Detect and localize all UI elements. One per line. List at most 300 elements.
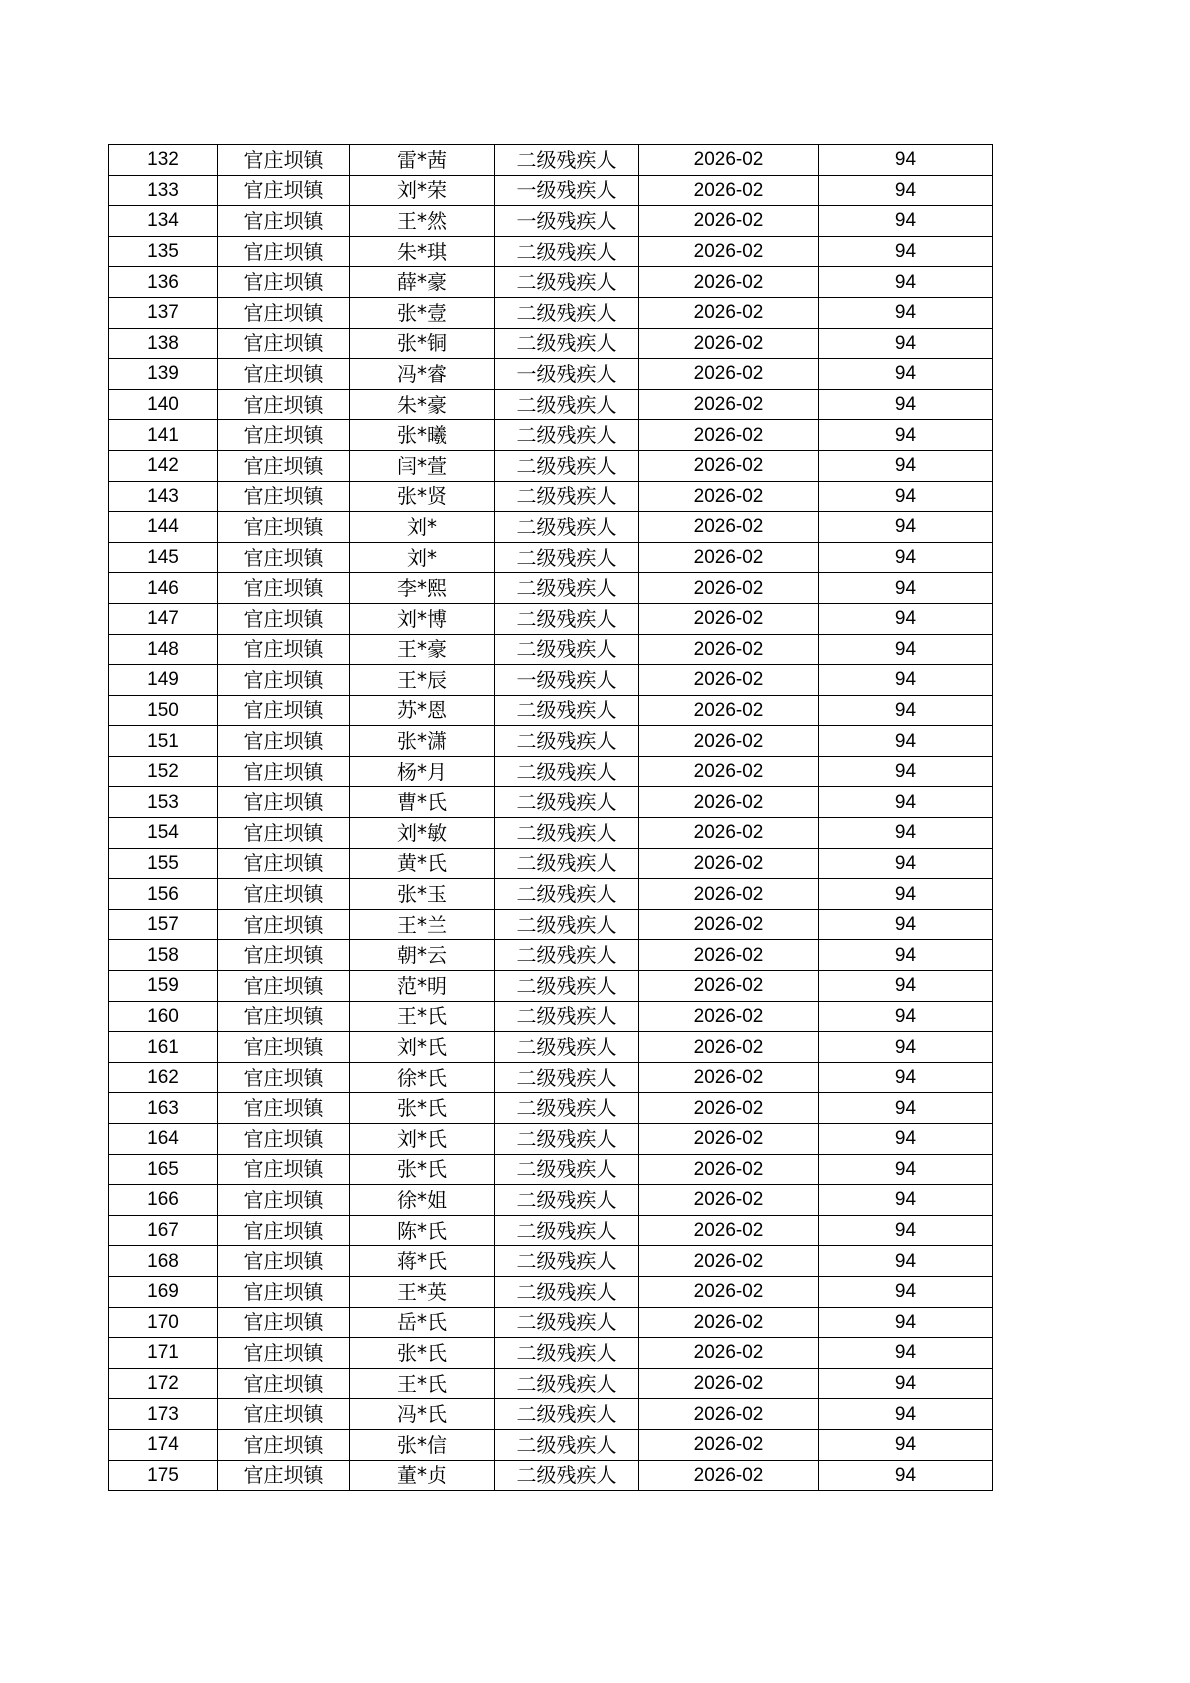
serial-number-cell: 158 — [109, 940, 218, 971]
payment-month-cell: 2026-02 — [639, 297, 819, 328]
person-name-cell: 冯*氏 — [350, 1399, 495, 1430]
town-cell: 官庄坝镇 — [218, 909, 350, 940]
subsidy-table — [108, 144, 993, 1491]
table-row — [109, 1154, 993, 1185]
payment-month-cell: 2026-02 — [639, 1001, 819, 1032]
serial-number-cell: 144 — [109, 512, 218, 543]
payment-month-cell: 2026-02 — [639, 359, 819, 390]
table-row — [109, 818, 993, 849]
town-cell: 官庄坝镇 — [218, 787, 350, 818]
disability-level-cell: 二级残疾人 — [495, 420, 639, 451]
town-cell: 官庄坝镇 — [218, 1399, 350, 1430]
person-name-cell: 刘*荣 — [350, 175, 495, 206]
table-row — [109, 787, 993, 818]
serial-number-cell: 152 — [109, 756, 218, 787]
table-row — [109, 1368, 993, 1399]
subsidy-table-body — [109, 145, 993, 1491]
disability-level-cell: 二级残疾人 — [495, 1460, 639, 1491]
disability-level-cell: 一级残疾人 — [495, 206, 639, 237]
serial-number-cell: 167 — [109, 1215, 218, 1246]
table-row — [109, 971, 993, 1002]
amount-cell: 94 — [819, 603, 993, 634]
payment-month-cell: 2026-02 — [639, 420, 819, 451]
payment-month-cell: 2026-02 — [639, 1399, 819, 1430]
table-row — [109, 1215, 993, 1246]
disability-level-cell: 二级残疾人 — [495, 1032, 639, 1063]
disability-level-cell: 二级残疾人 — [495, 297, 639, 328]
table-row — [109, 1032, 993, 1063]
serial-number-cell: 159 — [109, 971, 218, 1002]
town-cell: 官庄坝镇 — [218, 1154, 350, 1185]
disability-level-cell: 二级残疾人 — [495, 1001, 639, 1032]
payment-month-cell: 2026-02 — [639, 603, 819, 634]
table-row — [109, 297, 993, 328]
person-name-cell: 张*潇 — [350, 726, 495, 757]
payment-month-cell: 2026-02 — [639, 542, 819, 573]
amount-cell: 94 — [819, 1124, 993, 1155]
payment-month-cell: 2026-02 — [639, 971, 819, 1002]
disability-level-cell: 二级残疾人 — [495, 971, 639, 1002]
serial-number-cell: 139 — [109, 359, 218, 390]
amount-cell: 94 — [819, 726, 993, 757]
table-row — [109, 175, 993, 206]
disability-level-cell: 二级残疾人 — [495, 1124, 639, 1155]
town-cell: 官庄坝镇 — [218, 603, 350, 634]
town-cell: 官庄坝镇 — [218, 665, 350, 696]
serial-number-cell: 145 — [109, 542, 218, 573]
person-name-cell: 张*壹 — [350, 297, 495, 328]
person-name-cell: 张*玉 — [350, 879, 495, 910]
serial-number-cell: 165 — [109, 1154, 218, 1185]
table-row — [109, 145, 993, 176]
table-row — [109, 481, 993, 512]
town-cell: 官庄坝镇 — [218, 971, 350, 1002]
amount-cell: 94 — [819, 848, 993, 879]
payment-month-cell: 2026-02 — [639, 236, 819, 267]
payment-month-cell: 2026-02 — [639, 389, 819, 420]
serial-number-cell: 156 — [109, 879, 218, 910]
amount-cell: 94 — [819, 818, 993, 849]
disability-level-cell: 二级残疾人 — [495, 1154, 639, 1185]
table-row — [109, 573, 993, 604]
payment-month-cell: 2026-02 — [639, 206, 819, 237]
amount-cell: 94 — [819, 542, 993, 573]
table-row — [109, 1062, 993, 1093]
amount-cell: 94 — [819, 665, 993, 696]
person-name-cell: 王*英 — [350, 1276, 495, 1307]
person-name-cell: 张*氏 — [350, 1154, 495, 1185]
person-name-cell: 刘*敏 — [350, 818, 495, 849]
payment-month-cell: 2026-02 — [639, 787, 819, 818]
serial-number-cell: 166 — [109, 1185, 218, 1216]
town-cell: 官庄坝镇 — [218, 756, 350, 787]
amount-cell: 94 — [819, 940, 993, 971]
serial-number-cell: 171 — [109, 1338, 218, 1369]
person-name-cell: 陈*氏 — [350, 1215, 495, 1246]
amount-cell: 94 — [819, 450, 993, 481]
table-row — [109, 1246, 993, 1277]
person-name-cell: 刘*博 — [350, 603, 495, 634]
disability-level-cell: 二级残疾人 — [495, 634, 639, 665]
town-cell: 官庄坝镇 — [218, 695, 350, 726]
table-row — [109, 726, 993, 757]
town-cell: 官庄坝镇 — [218, 481, 350, 512]
disability-level-cell: 二级残疾人 — [495, 1338, 639, 1369]
person-name-cell: 张*贤 — [350, 481, 495, 512]
amount-cell: 94 — [819, 1093, 993, 1124]
payment-month-cell: 2026-02 — [639, 267, 819, 298]
amount-cell: 94 — [819, 1185, 993, 1216]
town-cell: 官庄坝镇 — [218, 1001, 350, 1032]
table-row — [109, 1399, 993, 1430]
person-name-cell: 朱*琪 — [350, 236, 495, 267]
person-name-cell: 张*氏 — [350, 1338, 495, 1369]
person-name-cell: 王*然 — [350, 206, 495, 237]
town-cell: 官庄坝镇 — [218, 389, 350, 420]
serial-number-cell: 140 — [109, 389, 218, 420]
town-cell: 官庄坝镇 — [218, 359, 350, 390]
person-name-cell: 王*氏 — [350, 1368, 495, 1399]
disability-level-cell: 二级残疾人 — [495, 726, 639, 757]
disability-level-cell: 二级残疾人 — [495, 481, 639, 512]
person-name-cell: 刘* — [350, 512, 495, 543]
amount-cell: 94 — [819, 787, 993, 818]
payment-month-cell: 2026-02 — [639, 634, 819, 665]
serial-number-cell: 141 — [109, 420, 218, 451]
table-row — [109, 1307, 993, 1338]
person-name-cell: 苏*恩 — [350, 695, 495, 726]
town-cell: 官庄坝镇 — [218, 879, 350, 910]
town-cell: 官庄坝镇 — [218, 1032, 350, 1063]
person-name-cell: 张*曦 — [350, 420, 495, 451]
table-row — [109, 848, 993, 879]
serial-number-cell: 142 — [109, 450, 218, 481]
town-cell: 官庄坝镇 — [218, 573, 350, 604]
town-cell: 官庄坝镇 — [218, 420, 350, 451]
person-name-cell: 刘* — [350, 542, 495, 573]
amount-cell: 94 — [819, 1215, 993, 1246]
person-name-cell: 王*辰 — [350, 665, 495, 696]
payment-month-cell: 2026-02 — [639, 1185, 819, 1216]
table-row — [109, 542, 993, 573]
payment-month-cell: 2026-02 — [639, 940, 819, 971]
serial-number-cell: 173 — [109, 1399, 218, 1430]
table-row — [109, 267, 993, 298]
person-name-cell: 张*氏 — [350, 1093, 495, 1124]
town-cell: 官庄坝镇 — [218, 145, 350, 176]
town-cell: 官庄坝镇 — [218, 1062, 350, 1093]
serial-number-cell: 164 — [109, 1124, 218, 1155]
town-cell: 官庄坝镇 — [218, 1429, 350, 1460]
disability-level-cell: 二级残疾人 — [495, 603, 639, 634]
payment-month-cell: 2026-02 — [639, 1093, 819, 1124]
serial-number-cell: 149 — [109, 665, 218, 696]
disability-level-cell: 二级残疾人 — [495, 756, 639, 787]
amount-cell: 94 — [819, 1154, 993, 1185]
disability-level-cell: 二级残疾人 — [495, 1185, 639, 1216]
serial-number-cell: 136 — [109, 267, 218, 298]
payment-month-cell: 2026-02 — [639, 573, 819, 604]
disability-level-cell: 二级残疾人 — [495, 1429, 639, 1460]
town-cell: 官庄坝镇 — [218, 512, 350, 543]
payment-month-cell: 2026-02 — [639, 909, 819, 940]
disability-level-cell: 二级残疾人 — [495, 1062, 639, 1093]
amount-cell: 94 — [819, 1399, 993, 1430]
amount-cell: 94 — [819, 389, 993, 420]
person-name-cell: 王*兰 — [350, 909, 495, 940]
amount-cell: 94 — [819, 573, 993, 604]
table-row — [109, 756, 993, 787]
payment-month-cell: 2026-02 — [639, 1338, 819, 1369]
person-name-cell: 薛*豪 — [350, 267, 495, 298]
payment-month-cell: 2026-02 — [639, 1124, 819, 1155]
person-name-cell: 朝*云 — [350, 940, 495, 971]
person-name-cell: 蒋*氏 — [350, 1246, 495, 1277]
payment-month-cell: 2026-02 — [639, 665, 819, 696]
table-row — [109, 1001, 993, 1032]
disability-level-cell: 二级残疾人 — [495, 1093, 639, 1124]
serial-number-cell: 147 — [109, 603, 218, 634]
amount-cell: 94 — [819, 1246, 993, 1277]
payment-month-cell: 2026-02 — [639, 1062, 819, 1093]
payment-month-cell: 2026-02 — [639, 1307, 819, 1338]
person-name-cell: 杨*月 — [350, 756, 495, 787]
disability-level-cell: 二级残疾人 — [495, 145, 639, 176]
town-cell: 官庄坝镇 — [218, 634, 350, 665]
table-row — [109, 695, 993, 726]
town-cell: 官庄坝镇 — [218, 726, 350, 757]
disability-level-cell: 二级残疾人 — [495, 879, 639, 910]
person-name-cell: 王*豪 — [350, 634, 495, 665]
person-name-cell: 范*明 — [350, 971, 495, 1002]
disability-level-cell: 二级残疾人 — [495, 573, 639, 604]
amount-cell: 94 — [819, 206, 993, 237]
disability-level-cell: 一级残疾人 — [495, 175, 639, 206]
serial-number-cell: 138 — [109, 328, 218, 359]
serial-number-cell: 148 — [109, 634, 218, 665]
table-row — [109, 1124, 993, 1155]
table-row — [109, 389, 993, 420]
table-row — [109, 1429, 993, 1460]
payment-month-cell: 2026-02 — [639, 1215, 819, 1246]
person-name-cell: 曹*氏 — [350, 787, 495, 818]
amount-cell: 94 — [819, 634, 993, 665]
serial-number-cell: 172 — [109, 1368, 218, 1399]
amount-cell: 94 — [819, 236, 993, 267]
payment-month-cell: 2026-02 — [639, 695, 819, 726]
person-name-cell: 刘*氏 — [350, 1124, 495, 1155]
serial-number-cell: 160 — [109, 1001, 218, 1032]
disability-level-cell: 二级残疾人 — [495, 389, 639, 420]
serial-number-cell: 143 — [109, 481, 218, 512]
amount-cell: 94 — [819, 1062, 993, 1093]
amount-cell: 94 — [819, 1460, 993, 1491]
table-row — [109, 603, 993, 634]
amount-cell: 94 — [819, 297, 993, 328]
person-name-cell: 徐*氏 — [350, 1062, 495, 1093]
table-row — [109, 1276, 993, 1307]
town-cell: 官庄坝镇 — [218, 328, 350, 359]
town-cell: 官庄坝镇 — [218, 1276, 350, 1307]
disability-level-cell: 二级残疾人 — [495, 695, 639, 726]
payment-month-cell: 2026-02 — [639, 328, 819, 359]
table-row — [109, 450, 993, 481]
person-name-cell: 冯*睿 — [350, 359, 495, 390]
town-cell: 官庄坝镇 — [218, 1307, 350, 1338]
disability-level-cell: 二级残疾人 — [495, 1368, 639, 1399]
town-cell: 官庄坝镇 — [218, 450, 350, 481]
payment-month-cell: 2026-02 — [639, 450, 819, 481]
town-cell: 官庄坝镇 — [218, 206, 350, 237]
amount-cell: 94 — [819, 145, 993, 176]
disability-level-cell: 二级残疾人 — [495, 1399, 639, 1430]
amount-cell: 94 — [819, 909, 993, 940]
table-row — [109, 206, 993, 237]
payment-month-cell: 2026-02 — [639, 818, 819, 849]
serial-number-cell: 174 — [109, 1429, 218, 1460]
payment-month-cell: 2026-02 — [639, 1154, 819, 1185]
person-name-cell: 闫*萱 — [350, 450, 495, 481]
serial-number-cell: 151 — [109, 726, 218, 757]
amount-cell: 94 — [819, 1368, 993, 1399]
payment-month-cell: 2026-02 — [639, 879, 819, 910]
amount-cell: 94 — [819, 481, 993, 512]
serial-number-cell: 169 — [109, 1276, 218, 1307]
amount-cell: 94 — [819, 512, 993, 543]
town-cell: 官庄坝镇 — [218, 236, 350, 267]
disability-level-cell: 一级残疾人 — [495, 359, 639, 390]
town-cell: 官庄坝镇 — [218, 1185, 350, 1216]
amount-cell: 94 — [819, 1276, 993, 1307]
town-cell: 官庄坝镇 — [218, 818, 350, 849]
disability-level-cell: 二级残疾人 — [495, 848, 639, 879]
person-name-cell: 雷*茜 — [350, 145, 495, 176]
table-row — [109, 236, 993, 267]
payment-month-cell: 2026-02 — [639, 145, 819, 176]
payment-month-cell: 2026-02 — [639, 481, 819, 512]
town-cell: 官庄坝镇 — [218, 175, 350, 206]
town-cell: 官庄坝镇 — [218, 267, 350, 298]
table-row — [109, 940, 993, 971]
payment-month-cell: 2026-02 — [639, 1276, 819, 1307]
serial-number-cell: 150 — [109, 695, 218, 726]
disability-level-cell: 二级残疾人 — [495, 787, 639, 818]
table-row — [109, 1185, 993, 1216]
person-name-cell: 董*贞 — [350, 1460, 495, 1491]
town-cell: 官庄坝镇 — [218, 297, 350, 328]
serial-number-cell: 154 — [109, 818, 218, 849]
disability-level-cell: 二级残疾人 — [495, 940, 639, 971]
serial-number-cell: 168 — [109, 1246, 218, 1277]
person-name-cell: 刘*氏 — [350, 1032, 495, 1063]
person-name-cell: 徐*姐 — [350, 1185, 495, 1216]
amount-cell: 94 — [819, 328, 993, 359]
payment-month-cell: 2026-02 — [639, 848, 819, 879]
table-row — [109, 1460, 993, 1491]
table-row — [109, 1093, 993, 1124]
amount-cell: 94 — [819, 695, 993, 726]
payment-month-cell: 2026-02 — [639, 726, 819, 757]
payment-month-cell: 2026-02 — [639, 1032, 819, 1063]
payment-month-cell: 2026-02 — [639, 1368, 819, 1399]
serial-number-cell: 135 — [109, 236, 218, 267]
serial-number-cell: 133 — [109, 175, 218, 206]
person-name-cell: 朱*豪 — [350, 389, 495, 420]
amount-cell: 94 — [819, 1001, 993, 1032]
serial-number-cell: 161 — [109, 1032, 218, 1063]
serial-number-cell: 175 — [109, 1460, 218, 1491]
payment-month-cell: 2026-02 — [639, 1246, 819, 1277]
serial-number-cell: 163 — [109, 1093, 218, 1124]
payment-month-cell: 2026-02 — [639, 175, 819, 206]
town-cell: 官庄坝镇 — [218, 1124, 350, 1155]
town-cell: 官庄坝镇 — [218, 848, 350, 879]
table-row — [109, 1338, 993, 1369]
amount-cell: 94 — [819, 756, 993, 787]
disability-level-cell: 一级残疾人 — [495, 665, 639, 696]
table-row — [109, 328, 993, 359]
disability-level-cell: 二级残疾人 — [495, 1215, 639, 1246]
amount-cell: 94 — [819, 267, 993, 298]
town-cell: 官庄坝镇 — [218, 940, 350, 971]
town-cell: 官庄坝镇 — [218, 1215, 350, 1246]
disability-level-cell: 二级残疾人 — [495, 542, 639, 573]
person-name-cell: 黄*氏 — [350, 848, 495, 879]
serial-number-cell: 157 — [109, 909, 218, 940]
table-row — [109, 359, 993, 390]
person-name-cell: 岳*氏 — [350, 1307, 495, 1338]
table-row — [109, 879, 993, 910]
payment-month-cell: 2026-02 — [639, 756, 819, 787]
serial-number-cell: 134 — [109, 206, 218, 237]
town-cell: 官庄坝镇 — [218, 1368, 350, 1399]
disability-level-cell: 二级残疾人 — [495, 267, 639, 298]
disability-level-cell: 二级残疾人 — [495, 1276, 639, 1307]
person-name-cell: 王*氏 — [350, 1001, 495, 1032]
town-cell: 官庄坝镇 — [218, 1338, 350, 1369]
serial-number-cell: 155 — [109, 848, 218, 879]
table-row — [109, 420, 993, 451]
serial-number-cell: 162 — [109, 1062, 218, 1093]
amount-cell: 94 — [819, 420, 993, 451]
person-name-cell: 张*铜 — [350, 328, 495, 359]
disability-level-cell: 二级残疾人 — [495, 818, 639, 849]
town-cell: 官庄坝镇 — [218, 1460, 350, 1491]
town-cell: 官庄坝镇 — [218, 1246, 350, 1277]
table-row — [109, 909, 993, 940]
serial-number-cell: 137 — [109, 297, 218, 328]
disability-level-cell: 二级残疾人 — [495, 450, 639, 481]
serial-number-cell: 132 — [109, 145, 218, 176]
disability-level-cell: 二级残疾人 — [495, 1307, 639, 1338]
disability-level-cell: 二级残疾人 — [495, 909, 639, 940]
table-row — [109, 634, 993, 665]
payment-month-cell: 2026-02 — [639, 1429, 819, 1460]
person-name-cell: 张*信 — [350, 1429, 495, 1460]
amount-cell: 94 — [819, 1338, 993, 1369]
amount-cell: 94 — [819, 175, 993, 206]
amount-cell: 94 — [819, 1307, 993, 1338]
serial-number-cell: 153 — [109, 787, 218, 818]
amount-cell: 94 — [819, 879, 993, 910]
table-row — [109, 665, 993, 696]
payment-month-cell: 2026-02 — [639, 512, 819, 543]
person-name-cell: 李*熙 — [350, 573, 495, 604]
disability-level-cell: 二级残疾人 — [495, 1246, 639, 1277]
amount-cell: 94 — [819, 1032, 993, 1063]
serial-number-cell: 170 — [109, 1307, 218, 1338]
town-cell: 官庄坝镇 — [218, 1093, 350, 1124]
